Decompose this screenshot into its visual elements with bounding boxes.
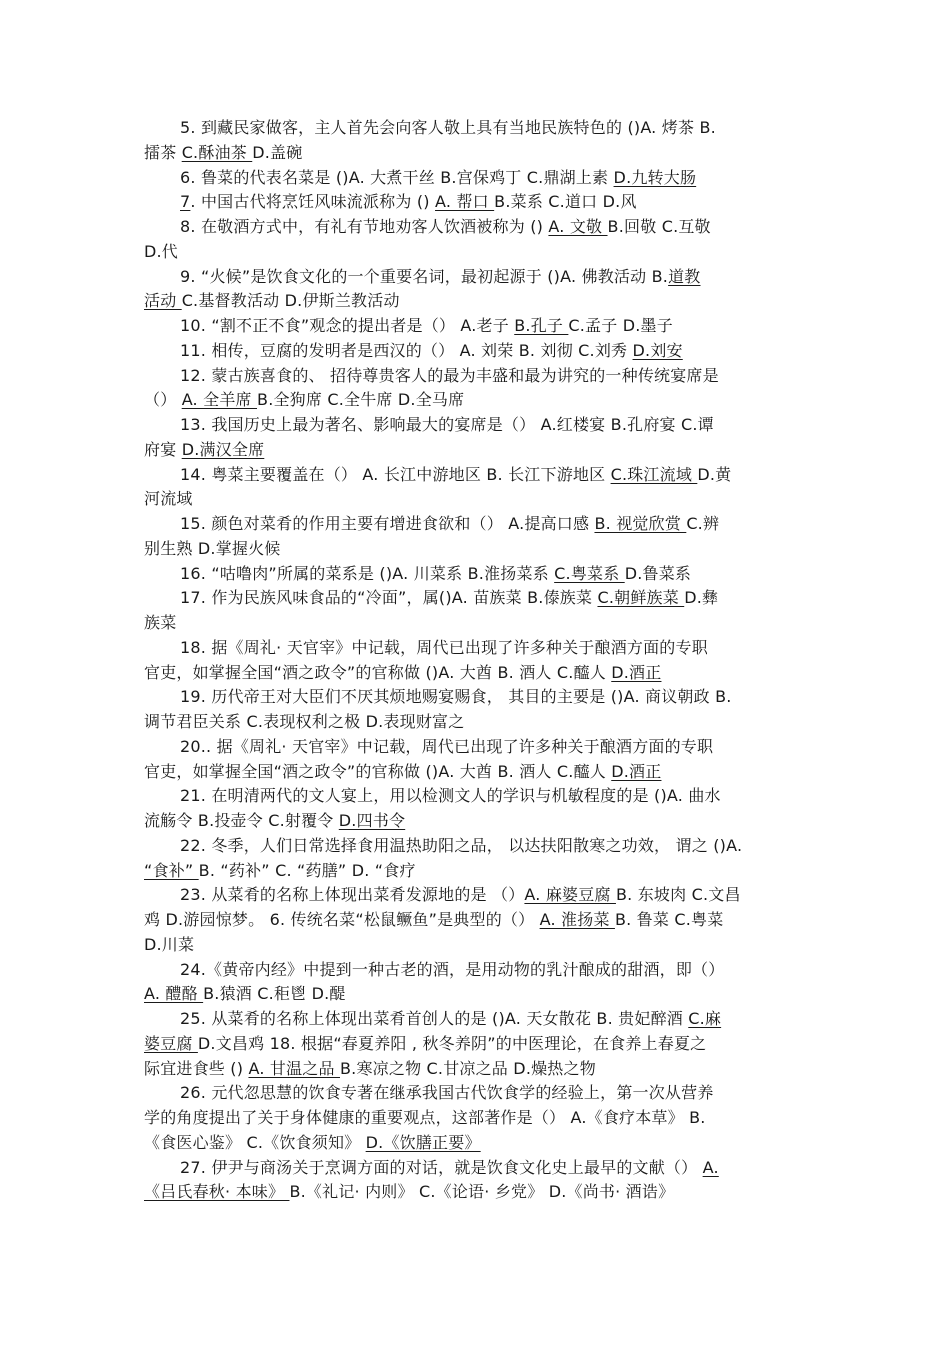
text-segment: B. 东坡肉 C.文昌	[615, 885, 741, 905]
text-line	[144, 314, 808, 339]
text-segment: 6. 鲁菜的代表名菜是 ()A. 大煮干丝 B.宫保鸡丁 C.鼎湖上素	[180, 167, 614, 187]
answer-underlined: C.酥油茶	[181, 142, 253, 162]
text-segment: D.盖碗	[252, 142, 303, 162]
text-line	[144, 1081, 808, 1106]
text-segment: D.川菜	[144, 934, 195, 954]
answer-underlined: D.四书令	[338, 811, 406, 830]
text-line	[144, 908, 808, 933]
text-line	[144, 784, 808, 809]
text-line	[144, 116, 808, 141]
answer-underlined: A. 文敬	[548, 217, 608, 236]
text-segment: 鸡 D.游园惊梦。 6. 传统名菜“松鼠鳜鱼”是典型的（）	[144, 910, 540, 929]
text-segment: 25. 从菜肴的名称上体现出菜肴首创人的是 ()A. 天女散花 B. 贵妃醉酒	[180, 1009, 689, 1028]
answer-underlined: “食补”	[144, 860, 199, 880]
answer-underlined: D.《饮膳正要》	[365, 1132, 481, 1152]
text-segment: 22. 冬季，人们日常选择食用温热助阳之品， 以达扶阳散寒之功效， 谓之 ()A.	[180, 835, 743, 855]
text-line	[144, 339, 808, 364]
text-segment: 24.《黄帝内经》中提到一种古老的酒，是用动物的乳汁酿成的甜酒，即（）	[180, 959, 725, 979]
text-line	[144, 661, 808, 686]
answer-underlined: 道教	[668, 266, 701, 286]
text-line	[144, 215, 808, 240]
text-segment: 府宴	[144, 439, 182, 459]
answer-underlined: 活动	[144, 291, 182, 311]
text-segment: . 中国古代将烹饪风味流派称为 ()	[190, 192, 436, 212]
answer-underlined: A.	[702, 1157, 719, 1177]
text-line	[144, 685, 808, 710]
text-segment: 别生熟 D.掌握火候	[144, 538, 281, 558]
text-line	[144, 240, 808, 265]
text-line	[144, 438, 808, 463]
text-line	[144, 958, 808, 983]
text-line	[144, 1131, 808, 1156]
text-line	[144, 487, 808, 512]
document-body	[144, 116, 808, 1205]
text-segment: 河流域	[144, 489, 193, 509]
text-line	[144, 166, 808, 191]
answer-underlined: 7	[180, 192, 191, 212]
answer-underlined: D.刘安	[632, 340, 683, 360]
text-line	[144, 933, 808, 958]
text-line	[144, 141, 808, 166]
text-segment: 13. 我国历史上最为著名、影响最大的宴席是（） A.红楼宴 B.孔府宴 C.谭	[180, 415, 714, 434]
text-line	[144, 809, 808, 834]
answer-underlined: A. 全羊席	[181, 390, 258, 410]
text-segment: 18. 据《周礼· 天官宰》中记载，周代已出现了许多种关于酿酒方面的专职	[180, 637, 708, 657]
answer-underlined: A. 帮口	[435, 192, 495, 212]
text-line	[144, 1007, 808, 1032]
text-line	[144, 636, 808, 661]
text-line	[144, 883, 808, 908]
text-line	[144, 265, 808, 290]
text-segment: 14. 粤菜主要覆盖在（） A. 长江中游地区 B. 长江下游地区	[180, 464, 611, 484]
text-segment: 调节君臣关系 C.表现权利之极 D.表现财富之	[144, 712, 465, 731]
text-segment: B.全狗席 C.全牛席 D.全马席	[257, 390, 465, 410]
text-segment: 官吏，如掌握全国“酒之政令”的官称做 ()A. 大酋 B. 酒人 C.醯人	[144, 761, 612, 781]
answer-underlined: A. 麻婆豆腐	[524, 885, 616, 905]
text-line	[144, 289, 808, 314]
text-segment: D.彝	[684, 588, 719, 608]
text-segment: 学的角度提出了关于身体健康的重要观点，这部著作是（） A.《食疗本草》 B.	[144, 1108, 706, 1127]
text-segment: 10. “割不正不食”观念的提出者是（） A.老子	[180, 316, 515, 335]
text-segment: B.猿酒 C.秬鬯 D.醍	[203, 984, 346, 1004]
answer-underlined: B.孔子	[514, 316, 569, 335]
text-segment: 23. 从菜肴的名称上体现出菜肴发源地的是 （）	[180, 885, 525, 905]
answer-underlined: A. 甘温之品	[248, 1058, 340, 1078]
text-line	[144, 512, 808, 537]
text-segment: 际宜进食些 ()	[144, 1058, 249, 1078]
text-segment: 擂茶	[144, 142, 182, 162]
answer-underlined: C.朝鲜族菜	[597, 588, 685, 608]
text-segment: C.辨	[686, 514, 720, 533]
text-line	[144, 1180, 808, 1205]
text-segment: D.黄	[697, 464, 732, 484]
text-segment: 《食医心鉴》 C.《饮食须知》	[144, 1132, 366, 1152]
text-segment: C.基督教活动 D.伊斯兰教活动	[181, 291, 400, 311]
text-segment: 21. 在明清两代的文人宴上，用以检测文人的学识与机敏程度的是 ()A. 曲水	[180, 786, 721, 806]
text-line	[144, 611, 808, 636]
text-line	[144, 364, 808, 389]
text-segment: 27. 伊尹与商汤关于烹调方面的对话，就是饮食文化史上最早的文献（）	[180, 1157, 703, 1177]
answer-underlined: 《吕氏春秋· 本味》	[144, 1182, 290, 1202]
answer-underlined: D.酒正	[611, 662, 662, 682]
text-line	[144, 537, 808, 562]
text-segment: C.孟子 D.墨子	[568, 316, 673, 335]
text-segment: 5. 到藏民家做客，主人首先会向客人敬上具有当地民族特色的 ()A. 烤茶 B.	[180, 118, 716, 137]
answer-underlined: D.九转大肠	[613, 167, 697, 187]
text-segment: B.回敬 C.互敬	[607, 217, 711, 236]
text-segment: B. 鲁菜 C.粤菜	[614, 910, 724, 929]
answer-underlined: B. 视觉欣赏	[594, 514, 687, 533]
text-segment: B.寒凉之物 C.甘凉之品 D.燥热之物	[340, 1058, 596, 1078]
answer-underlined: A. 淮扬菜	[539, 910, 615, 929]
text-line	[144, 586, 808, 611]
text-line	[144, 859, 808, 884]
text-segment: 族菜	[144, 613, 177, 632]
text-line	[144, 388, 808, 413]
text-line	[144, 463, 808, 488]
text-segment: 20.. 据《周礼· 天官宰》中记载，周代已出现了许多种关于酿酒方面的专职	[180, 736, 714, 756]
text-line	[144, 413, 808, 438]
text-line	[144, 1032, 808, 1057]
text-segment: 15. 颜色对菜肴的作用主要有增进食欲和（） A.提高口感	[180, 514, 595, 533]
text-line	[144, 735, 808, 760]
text-segment: 官吏，如掌握全国“酒之政令”的官称做 ()A. 大酋 B. 酒人 C.醯人	[144, 662, 612, 682]
text-line	[144, 982, 808, 1007]
text-segment: B.菜系 C.道口 D.风	[494, 192, 637, 212]
text-line	[144, 710, 808, 735]
text-segment: 17. 作为民族风味食品的“冷面”，属()A. 苗族菜 B.傣族菜	[180, 588, 598, 608]
text-segment: D.代	[144, 241, 179, 261]
answer-underlined: D.酒正	[611, 761, 662, 781]
answer-underlined: 婆豆腐	[144, 1033, 198, 1053]
text-line	[144, 760, 808, 785]
text-line	[144, 1057, 808, 1082]
text-segment: B. “药补” C. “药膳” D. “食疗	[198, 860, 416, 880]
text-segment: B.《礼记· 内则》 C.《论语· 乡党》 D.《尚书· 酒诰》	[289, 1182, 675, 1202]
text-segment: 8. 在敬酒方式中，有礼有节地劝客人饮酒被称为 ()	[180, 217, 549, 236]
text-segment: （）	[144, 390, 182, 410]
text-segment: 19. 历代帝王对大臣们不厌其烦地赐宴赐食， 其目的主要是 ()A. 商议朝政 B.	[180, 687, 732, 707]
text-segment: 11. 相传，豆腐的发明者是西汉的（） A. 刘荣 B. 刘彻 C.刘秀	[180, 340, 633, 360]
text-segment: D.文昌鸡 18. 根据“春夏养阳 , 秋冬养阴”的中医理论，在食养上春夏之	[197, 1033, 707, 1053]
text-segment: 26. 元代忽思慧的饮食专著在继承我国古代饮食学的经验上，第一次从营养	[180, 1083, 714, 1103]
text-line	[144, 1106, 808, 1131]
text-segment: D.鲁菜系	[624, 563, 692, 583]
answer-underlined: C.珠江流域	[610, 464, 698, 484]
text-line	[144, 834, 808, 859]
answer-underlined: C.粤菜系	[554, 563, 625, 583]
text-segment: 9. “火候”是饮食文化的一个重要名词，最初起源于 ()A. 佛教活动 B.	[180, 266, 669, 286]
text-segment: 12. 蒙古族喜食的、 招待尊贵客人的最为丰盛和最为讲究的一种传统宴席是	[180, 365, 719, 385]
text-line	[144, 562, 808, 587]
text-line	[144, 1156, 808, 1181]
text-line	[144, 190, 808, 215]
text-segment: 流觞令 B.投壶令 C.射覆令	[144, 811, 339, 830]
answer-underlined: A. 醴酪	[144, 984, 204, 1004]
text-segment: 16. “咕噜肉”所属的菜系是 ()A. 川菜系 B.淮扬菜系	[180, 563, 555, 583]
answer-underlined: C.麻	[688, 1009, 722, 1028]
answer-underlined: D.满汉全席	[181, 439, 265, 459]
